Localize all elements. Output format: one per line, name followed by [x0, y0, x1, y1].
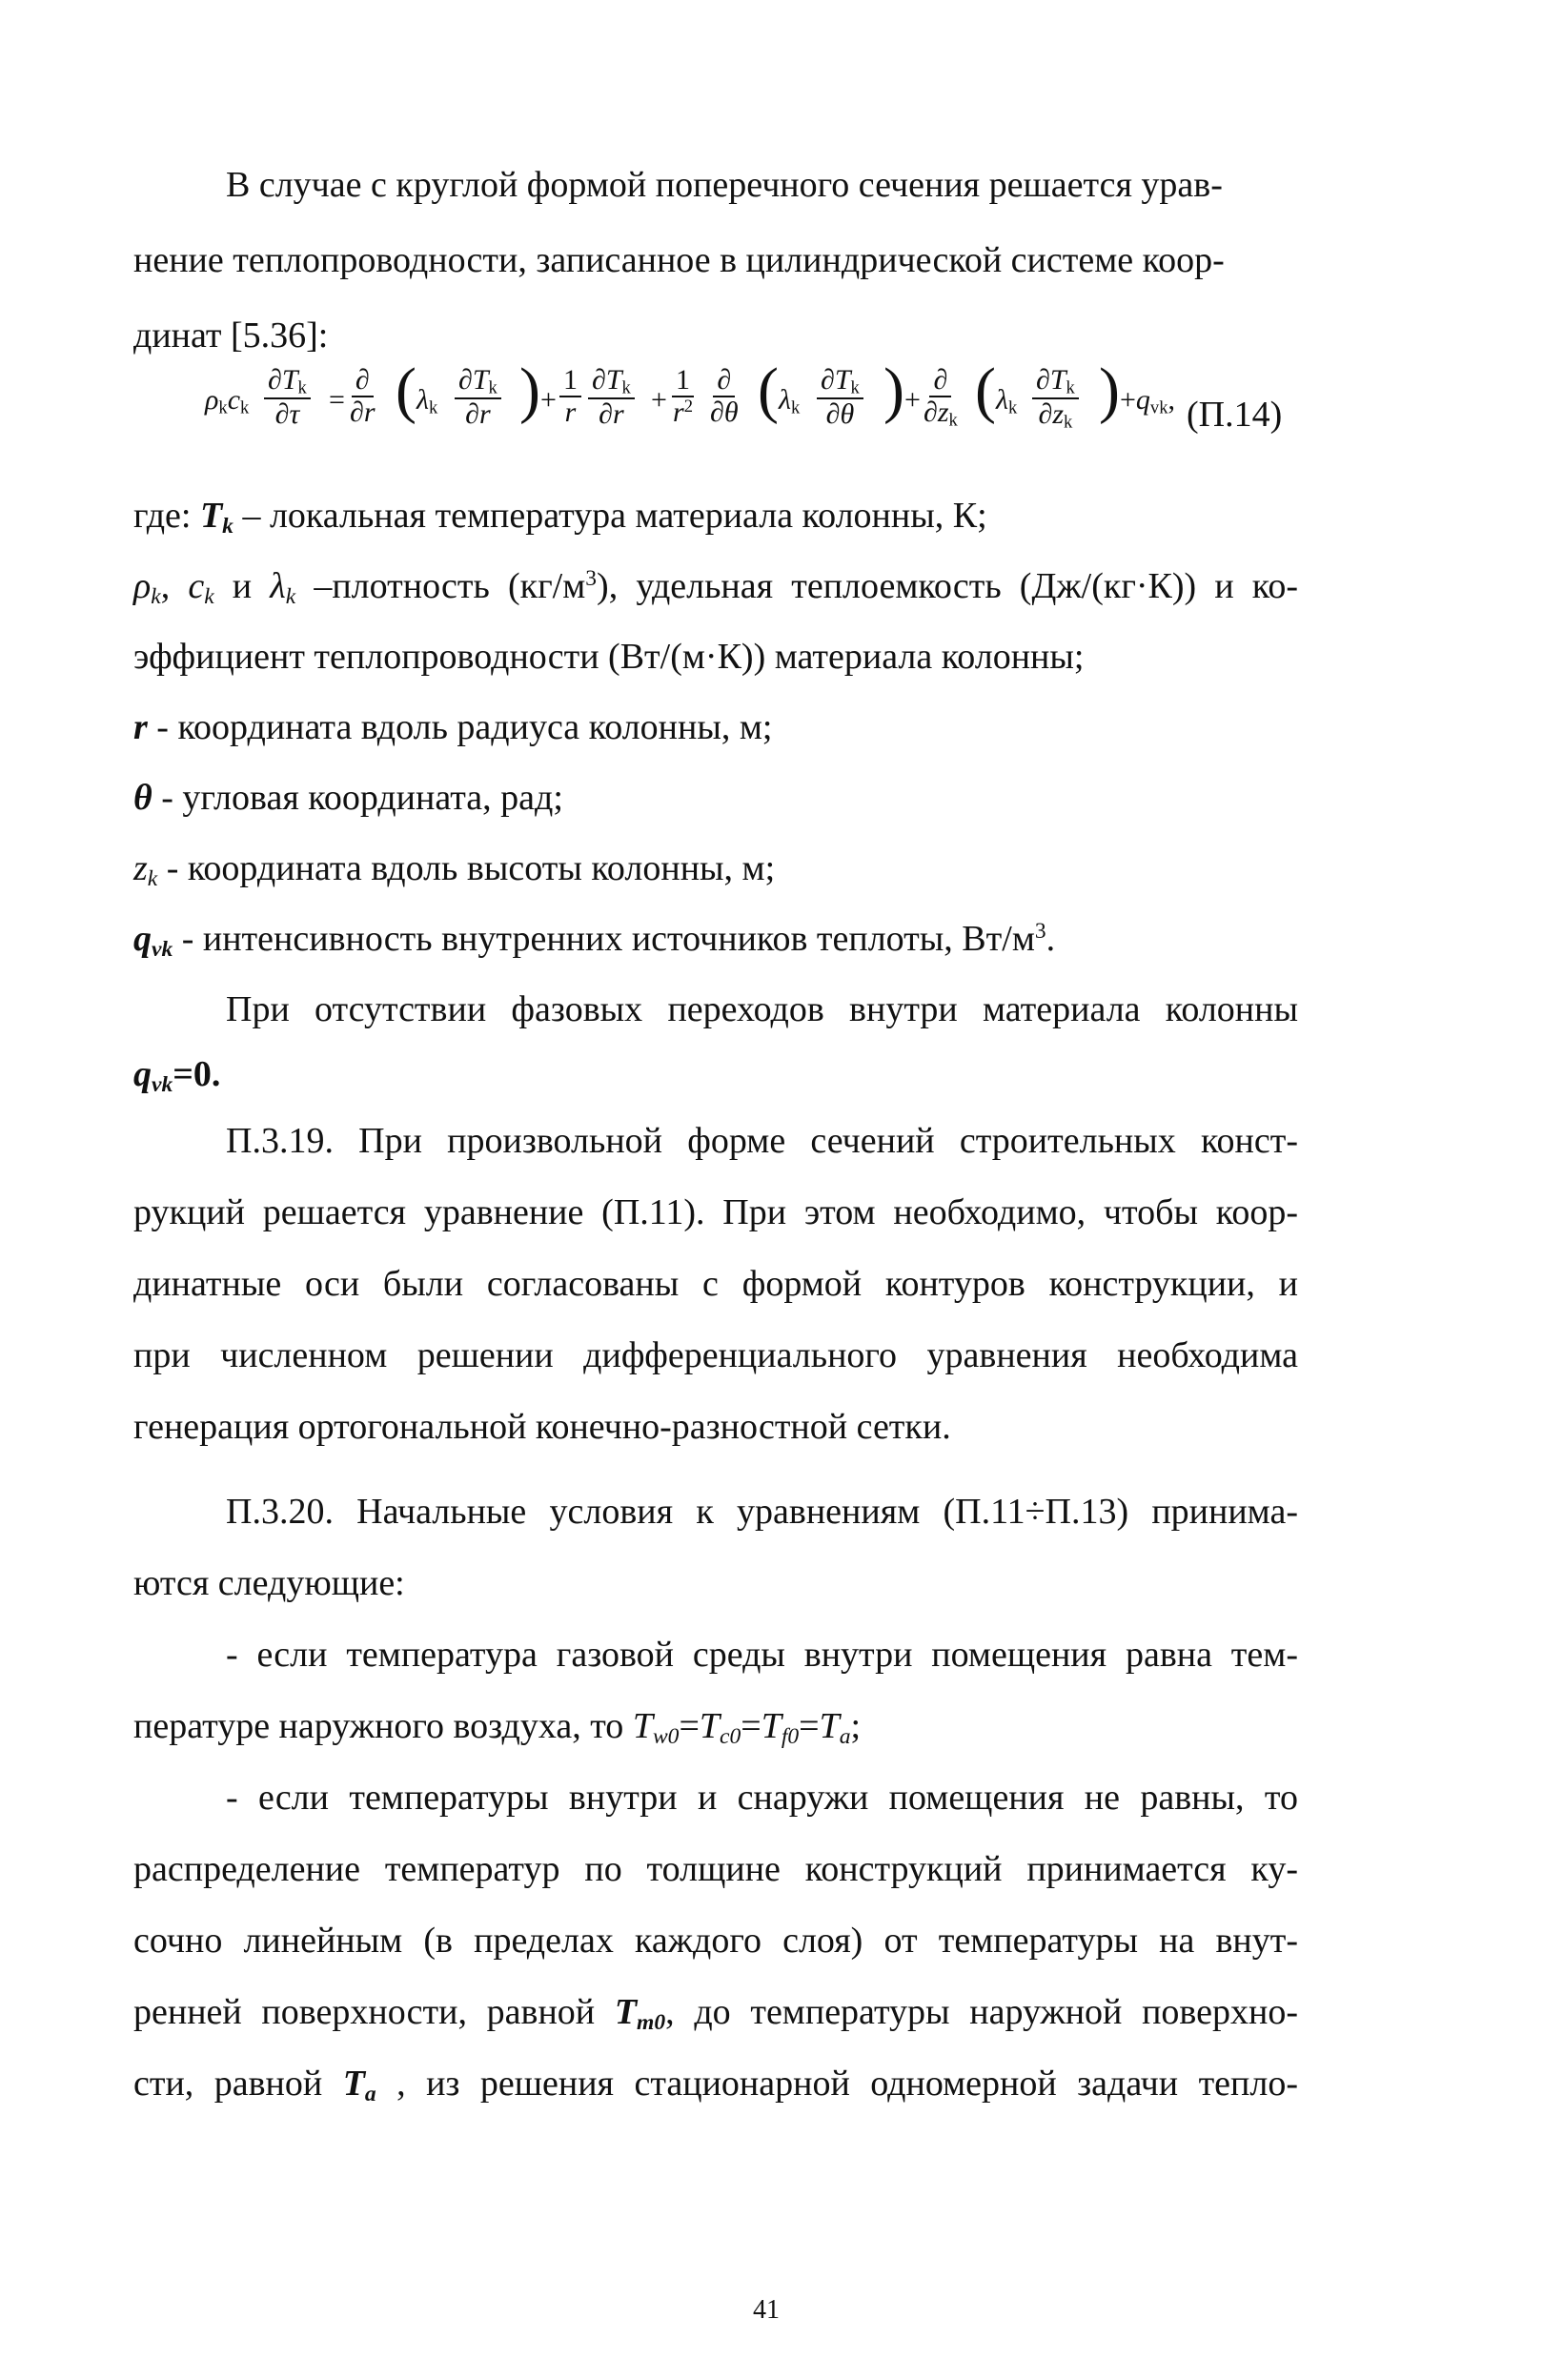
frac-1-r2: $\frac{1}{r^2}$ [673, 364, 693, 428]
paren-close-3: ) [1099, 356, 1120, 425]
paren-close-1: ) [519, 356, 540, 425]
plus-1: + [540, 384, 557, 416]
phase-line-1: При отсутствии фазовых переходов внутри материала колонны [226, 989, 1298, 1029]
where-properties-line-2: эффициент теплопроводности (Вт/(м·К)) материала колонны; [133, 637, 1085, 677]
p320-line-1: П.3.20. Начальные условия к уравнениям (П.11÷П.13) принима- [226, 1492, 1298, 1532]
p319-line-1: П.3.19. При произвольной форме сечений строительных конст- [226, 1121, 1298, 1161]
lambda-3: $\lambda_k$ [996, 384, 1018, 418]
bullet2-line-2: распределение температур по толщине конструкций принимается ку- [133, 1849, 1298, 1889]
where-Tk: где: $T_k$ – локальная температура материала колонны, К; [133, 496, 987, 539]
bullet1-line-1: - если температура газовой среды внутри помещения равна тем- [226, 1635, 1298, 1675]
p320-line-2: ются следующие: [133, 1563, 405, 1603]
frac-d-dz: ∂ $\partial z_k$ [924, 364, 958, 431]
page-number: 41 [753, 2295, 780, 2325]
frac-dT-dr-2: $\frac{\partial T_k}{\partial r}$ [588, 365, 635, 430]
equals-sign: = [329, 384, 345, 416]
source-term: $+q_{vk}$, [1120, 384, 1176, 418]
frac-d-dtheta: ∂ ∂θ [710, 364, 739, 428]
phase-line-2: $q_{vk}=0$. [133, 1054, 221, 1097]
where-r: r - координата вдоль радиуса колонны, м; [133, 707, 773, 747]
lhs-rho-c: $\rho_kc_k$ [205, 384, 250, 418]
where-properties-line-1: $\rho_k$, $c_k$ и $\lambda_k$ –плотность $(кг/м^3)$, удельная теплоемкость (Дж/(кг·К)) и ко- [133, 566, 1298, 609]
frac-1-r: $\frac{1}{r}$ [559, 365, 581, 427]
plus-3: + [904, 384, 921, 416]
frac-dT-dtau: $\frac{\partial T_k}{\partial\tau}$ [264, 365, 311, 430]
paren-open-1: ( [396, 356, 416, 425]
where-theta: θ - угловая координата, рад; [133, 778, 563, 818]
intro-line-3: динат [5.36]: [133, 315, 329, 356]
frac-dT-dtheta: $\frac{\partial T_k}{\partial\theta}$ [817, 365, 863, 430]
lambda-2: $\lambda_k$ [779, 384, 801, 418]
bullet2-line-3: сочно линейным (в пределах каждого слоя) от температуры на внут- [133, 1921, 1298, 1961]
frac-dT-dr: $\frac{\partial T_k}{\partial r}$ [455, 365, 501, 430]
bullet2-line-1: - если температуры внутри и снаружи помещения не равны, то [226, 1778, 1298, 1818]
heat-equation-formula [205, 356, 1272, 441]
paren-open-3: ( [975, 356, 996, 425]
equation-number: (П.14) [1187, 395, 1283, 435]
p319-line-4: при численном решении дифференциального уравнения необходима [133, 1335, 1298, 1375]
paren-close-2: ) [883, 356, 904, 425]
intro-line-2: нение теплопроводности, записанное в цилиндрической системе коор- [133, 240, 1225, 280]
bullet2-line-4: ренней поверхности, равной $T_{m0}$, до температуры наружной поверхно- [133, 1992, 1298, 2035]
intro-line-1: В случае с круглой формой поперечного сечения решается урав- [226, 165, 1223, 205]
plus-2: + [651, 384, 667, 416]
where-q: $q_{vk}$ - интенсивность внутренних источников теплоты, $Вт/м^3$. [133, 919, 1056, 962]
p319-line-3: динатные оси были согласованы с формой контуров конструкции, и [133, 1264, 1298, 1304]
where-z: $z_k$ - координата вдоль высоты колонны, м; [133, 848, 776, 891]
frac-dT-dz: $\frac{\partial T_k}{\partial z_k}$ [1032, 365, 1079, 432]
lambda-1: $\lambda_k$ [416, 384, 438, 418]
bullet1-line-2: пературе наружного воздуха, то $T_{w0}=T_{c0}=T_{f0}=T_a$; [133, 1706, 862, 1749]
paren-open-2: ( [758, 356, 779, 425]
p319-line-2: рукций решается уравнение (П.11). При этом необходимо, чтобы коор- [133, 1192, 1298, 1232]
bullet2-line-5: сти, равной $T_a$ , из решения стационарной одномерной задачи тепло- [133, 2064, 1298, 2106]
frac-d-dr: ∂ ∂r [350, 364, 376, 428]
p319-line-5: генерация ортогональной конечно-разностной сетки. [133, 1407, 951, 1447]
